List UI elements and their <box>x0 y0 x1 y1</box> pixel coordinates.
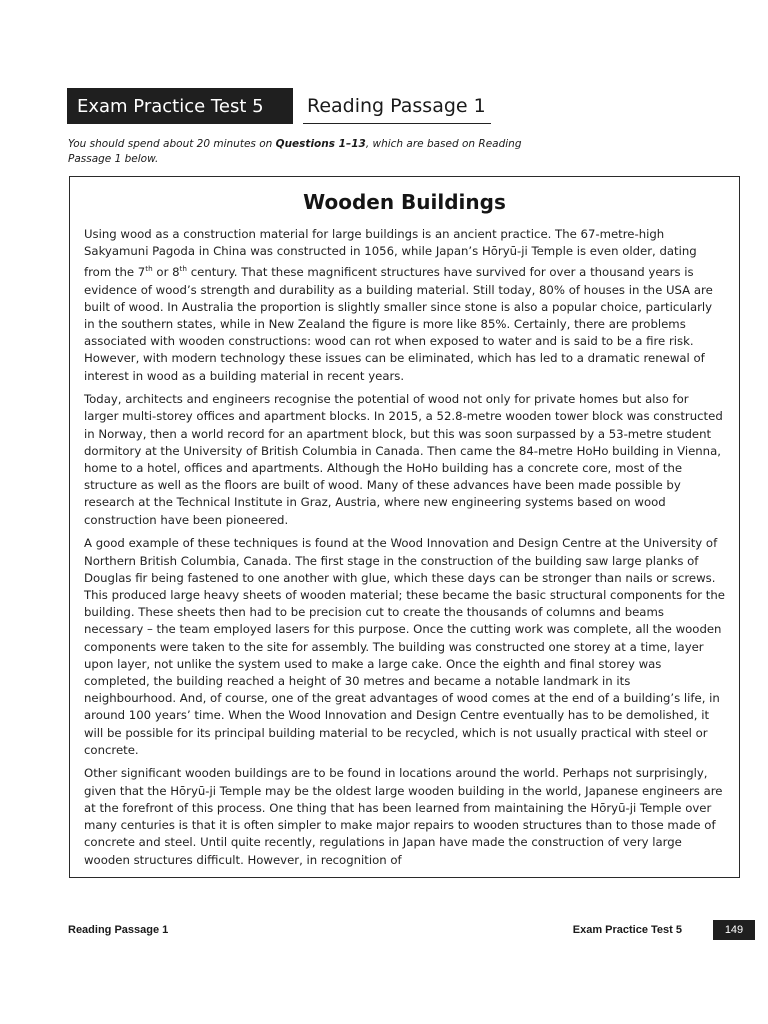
instructions-text-a: You should spend about 20 minutes on <box>68 138 276 150</box>
instructions <box>68 137 538 167</box>
passage-title: Wooden Buildings <box>303 190 506 214</box>
footer-passage-label: Reading Passage 1 <box>68 924 169 936</box>
footer-test-label: Exam Practice Test 5 <box>572 924 682 936</box>
page-number: 149 <box>713 920 755 940</box>
page-header <box>67 88 491 124</box>
passage-paragraph-4: Other significant wooden buildings are to be found in locations around the world. Perhaps not surprisingly, given that the Hōryū-ji Temple may be the oldest large wooden building in the world, Japanese engineers are at the forefront of this process. One thing that has been learned from maintaining the Hōryū-ji Temple over many centuries is that it is often simpler to make major repairs to wooden structures than to those made of concrete and steel. Until quite recently, regulations in Japan have made the construction of very large wooden structures difficult. However, in recognition of <box>84 766 723 867</box>
passage-paragraph-1: Using wood as a construction material for large buildings is an ancient practice. The 67-metre-high Sakyamuni Pagoda in China was constructed in 1056, while Japan’s Hōryū-ji Temple is even older, dating from the 7th or 8th century. That these magnificent structures have survived for over a thousand years is evidence of wood’s strength and durability as a building material. Still today, 80% of houses in the USA are built of wood. In Australia the proportion is slightly smaller since stone is also a popular choice, particularly in the southern states, while in New Zealand the figure is more like 85%. Certainly, there are problems associated with wooden constructions: wood can rot when exposed to water and is said to be a fire risk. However, with modern technology these issues can be eliminated, which has led to a dramatic renewal of interest in wood as a building material in recent years. <box>84 227 713 383</box>
passage-box <box>69 176 740 878</box>
passage-label: Reading Passage 1 <box>303 88 491 124</box>
instructions-questions: Questions 1–13 <box>275 138 366 150</box>
passage-paragraph-2: Today, architects and engineers recognise the potential of wood not only for private homes but also for larger multi-storey offices and apartment blocks. In 2015, a 52.8-metre wooden tower block was constructed in Norway, then a world record for an apartment block, but this was soon surpassed by a 53-metre student dormitory at the University of British Columbia in Canada. Then came the 84-metre HoHo building in Vienna, home to a hotel, offices and apartments. Although the HoHo building has a concrete core, most of the structure as well as the floors are built of wood. Many of these advances have been made possible by research at the Technical Institute in Graz, Austria, where new engineering systems based on wood construction have been pioneered. <box>84 392 723 527</box>
passage-paragraph-3: A good example of these techniques is found at the Wood Innovation and Design Centre at the University of Northern British Columbia, Canada. The first stage in the construction of the building saw large planks of Douglas fir being fastened to one another with glue, which these days can be stronger than nails or screws. This produced large heavy sheets of wooden material; these became the basic structural components for the building. These sheets then had to be precision cut to create the thousands of columns and beams necessary – the team employed lasers for this purpose. Once the cutting work was complete, all the wooden components were taken to the site for assembly. The building was constructed one storey at a time, layer upon layer, not unlike the system used to make a large cake. Once the eighth and final storey was completed, the building reached a height of 30 metres and became a notable landmark in its neighbourhood. And, of course, one of the great advantages of wood comes at the end of a building’s life, in around 100 years’ time. When the Wood Innovation and Design Centre eventually has to be demolished, it will be possible for its principal building material to be recycled, which is not usually practical with steel or concrete. <box>84 536 725 757</box>
test-label: Exam Practice Test 5 <box>67 88 293 124</box>
instructions-text-b: , which are based on Reading Passage 1 below. <box>68 138 522 165</box>
